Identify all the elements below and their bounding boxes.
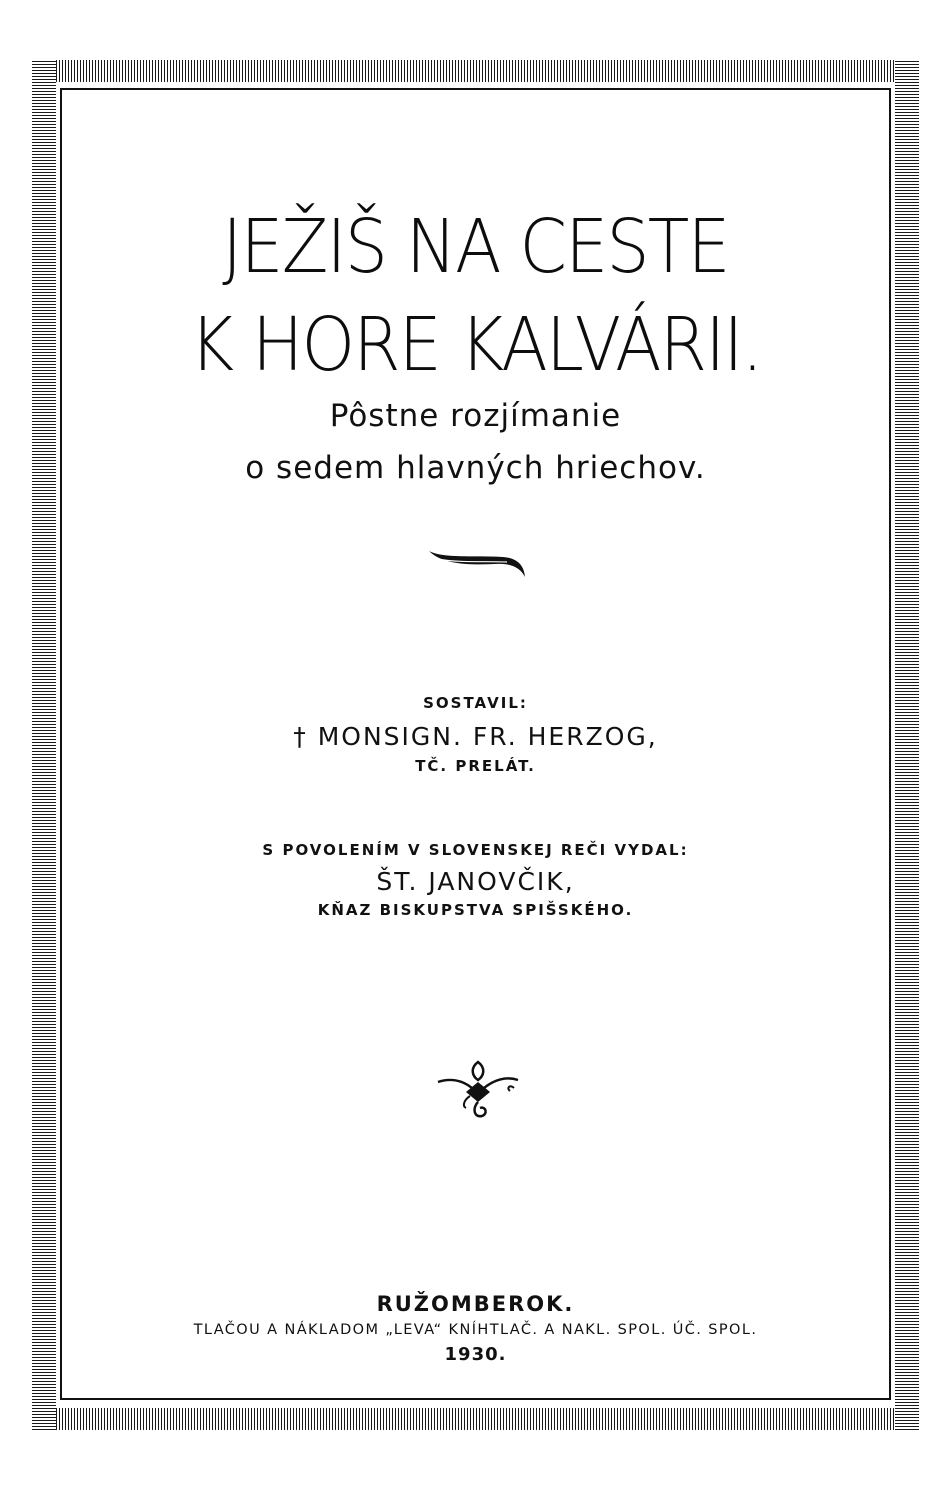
- border-band-bottom: [32, 1408, 919, 1430]
- author-title: TČ. PRELÁT.: [415, 757, 536, 775]
- translator-name: ŠT. JANOVČIK,: [376, 867, 575, 896]
- fleuron-ornament-icon: [436, 1058, 520, 1124]
- author-name: † MONSIGN. FR. HERZOG,: [293, 722, 658, 751]
- title-line-1: JEŽIŠ NA CESTE: [222, 204, 729, 290]
- translator-label: S POVOLENÍM V SLOVENSKEJ REČI VYDAL:: [262, 841, 689, 859]
- translator-title: KŇAZ BISKUPSTVA SPIŠSKÉHO.: [317, 901, 634, 919]
- swash-ornament-icon: [425, 545, 530, 583]
- border-band-right: [895, 60, 919, 1430]
- subtitle-line-2: o sedem hlavných hriechov.: [245, 450, 706, 486]
- imprint-year: 1930.: [444, 1344, 507, 1365]
- border-band-top: [32, 60, 919, 82]
- imprint-city: RUŽOMBEROK.: [376, 1292, 575, 1316]
- border-band-left: [32, 60, 56, 1430]
- imprint-printer: TLAČOU A NÁKLADOM „LEVA“ KNÍHTLAČ. A NAKL. SPOL. ÚČ. SPOL.: [193, 1322, 758, 1338]
- author-label: SOSTAVIL:: [423, 694, 528, 712]
- title-line-2: K HORE KALVÁRII.: [189, 302, 762, 388]
- subtitle-line-1: Pôstne rozjímanie: [329, 398, 622, 434]
